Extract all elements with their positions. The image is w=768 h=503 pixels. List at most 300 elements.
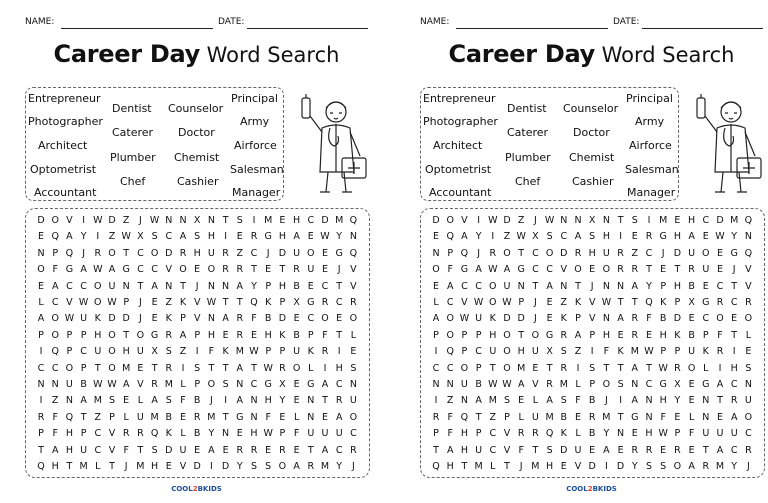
grid-letter: A <box>716 444 724 456</box>
grid-letter: H <box>602 231 610 243</box>
grid-letter: M <box>320 461 330 472</box>
grid-letter: V <box>588 313 596 325</box>
grid-letter: N <box>51 379 59 390</box>
grid-letter: A <box>80 395 87 407</box>
grid-letter: N <box>744 231 752 243</box>
grid-letter: F <box>52 411 58 423</box>
grid-letter: A <box>37 313 45 325</box>
grid-letter: P <box>674 346 681 358</box>
grid-letter: G <box>236 411 244 423</box>
grid-letter: E <box>660 444 667 456</box>
grid-letter: D <box>278 247 287 259</box>
grid-letter: N <box>37 379 45 390</box>
grid-letter: P <box>194 329 201 341</box>
grid-row <box>428 361 758 377</box>
grid-row <box>428 443 758 459</box>
grid-letter: Y <box>731 461 738 472</box>
grid-letter: N <box>179 215 187 226</box>
grid-letter: D <box>165 247 173 259</box>
grid-letter: C <box>446 362 454 374</box>
word-airforce: Airforce <box>629 139 672 152</box>
grid-letter: O <box>446 329 454 341</box>
grid-letter: M <box>531 461 540 472</box>
grid-letter: H <box>588 247 596 259</box>
grid-letter: C <box>489 428 497 440</box>
grid-letter: V <box>461 297 468 308</box>
grid-letter: N <box>432 379 440 390</box>
word-doctor: Doctor <box>178 126 215 139</box>
grid-letter: U <box>702 264 710 276</box>
grid-letter: T <box>222 411 229 423</box>
grid-letter: S <box>660 461 667 472</box>
grid-letter: U <box>65 379 73 390</box>
grid-letter: D <box>321 215 329 226</box>
grid-letter: E <box>589 444 596 456</box>
grid-letter: K <box>165 313 172 325</box>
grid-letter: U <box>307 264 315 276</box>
grid-letter: I <box>619 395 622 407</box>
grid-letter: F <box>208 346 215 358</box>
grid-letter: V <box>532 379 539 390</box>
grid-letter: E <box>37 231 44 243</box>
grid-row <box>428 344 758 360</box>
grid-letter: Q <box>51 346 59 358</box>
grid-letter: C <box>489 444 497 456</box>
grid-letter: P <box>109 411 115 423</box>
grid-letter: D <box>616 461 625 472</box>
grid-letter: R <box>350 297 357 308</box>
grid-letter: A <box>222 313 229 325</box>
grid-letter: U <box>531 411 539 423</box>
grid-letter: O <box>545 247 554 259</box>
grid-letter: H <box>489 329 497 341</box>
grid-letter: L <box>575 379 581 390</box>
grid-letter: V <box>588 297 596 308</box>
grid-letter: R <box>151 379 158 390</box>
grid-letter: T <box>137 444 144 456</box>
grid-letter: U <box>574 444 582 456</box>
grid-letter: H <box>278 231 286 243</box>
grid-letter: A <box>108 264 116 276</box>
grid-letter: W <box>473 297 484 308</box>
grid-letter: V <box>66 297 73 308</box>
grid-letter: X <box>532 231 539 243</box>
grid-letter: J <box>124 461 128 472</box>
grid-letter: W <box>93 264 103 276</box>
grid-letter: R <box>645 444 653 456</box>
grid-letter: C <box>432 362 440 374</box>
grid-letter: G <box>264 379 272 390</box>
grid-letter: A <box>546 280 553 292</box>
grid-letter: P <box>123 297 130 308</box>
grid-letter: Z <box>179 346 187 358</box>
grid-letter: E <box>194 264 201 276</box>
grid-letter: E <box>236 428 243 440</box>
word-entrepreneur: Entrepreneur <box>423 92 496 105</box>
grid-letter: M <box>659 215 668 226</box>
grid-letter: O <box>51 313 59 325</box>
grid-letter: K <box>660 297 667 308</box>
grid-letter: P <box>52 247 59 259</box>
grid-letter: G <box>631 411 639 423</box>
grid-letter: E <box>265 444 272 456</box>
grid-letter: W <box>502 297 512 308</box>
grid-letter: R <box>617 247 624 259</box>
grid-letter: H <box>446 461 454 472</box>
grid-letter: J <box>533 215 537 226</box>
grid-letter: P <box>475 428 482 440</box>
grid-letter: R <box>37 411 45 423</box>
grid-letter: V <box>165 264 173 276</box>
grid-letter: P <box>80 329 87 341</box>
grid-letter: D <box>193 461 201 472</box>
grid-letter: P <box>66 346 73 358</box>
grid-letter: O <box>94 297 102 308</box>
grid-letter: Q <box>460 411 469 423</box>
grid-letter: N <box>744 379 752 390</box>
grid-letter: P <box>433 329 439 341</box>
grid-letter: I <box>82 215 85 226</box>
grid-letter: U <box>503 280 511 292</box>
grid-letter: D <box>560 247 568 259</box>
grid-letter: T <box>222 362 229 374</box>
grid-letter: E <box>350 346 357 358</box>
grid-letter: E <box>293 444 300 456</box>
grid-letter: P <box>461 329 468 341</box>
grid-letter: Z <box>517 215 525 226</box>
grid-letter: V <box>745 280 752 292</box>
grid-letter: M <box>488 395 497 407</box>
grid-row <box>33 377 363 393</box>
grid-letter: P <box>575 313 581 325</box>
grid-letter: X <box>546 346 553 358</box>
grid-letter: D <box>716 215 724 226</box>
grid-letter: Y <box>336 461 343 472</box>
grid-letter: N <box>645 395 653 407</box>
grid-letter: T <box>631 297 638 308</box>
grid-letter: T <box>702 444 709 456</box>
grid-letter: O <box>744 313 753 325</box>
grid-letter: J <box>590 280 594 292</box>
grid-letter: D <box>503 215 511 226</box>
grid-letter: S <box>745 362 752 374</box>
grid-letter: F <box>447 428 453 440</box>
grid-letter: A <box>574 329 582 341</box>
grid-letter: R <box>631 313 639 325</box>
grid-letter: O <box>207 379 216 390</box>
grid-letter: C <box>335 444 343 456</box>
grid-letter: M <box>264 215 273 226</box>
grid-letter: O <box>503 247 511 259</box>
grid-letter: C <box>335 379 343 390</box>
grid-letter: W <box>107 297 117 308</box>
grid-letter: M <box>136 461 145 472</box>
grid-letter: D <box>588 461 596 472</box>
grid-letter: O <box>673 461 682 472</box>
grid-letter: L <box>703 362 709 374</box>
grid-letter: H <box>250 428 258 440</box>
grid-letter: U <box>307 428 315 440</box>
grid-letter: T <box>603 362 610 374</box>
grid-letter: H <box>293 215 301 226</box>
grid-letter: T <box>222 297 229 308</box>
grid-letter: U <box>702 428 710 440</box>
grid-letter: Q <box>349 215 358 226</box>
grid-letter: E <box>432 231 439 243</box>
grid-letter: Q <box>460 247 469 259</box>
grid-letter: X <box>688 297 695 308</box>
grid-letter: R <box>588 411 596 423</box>
grid-letter: Q <box>65 247 74 259</box>
date-label: DATE: <box>218 17 245 27</box>
grid-letter: K <box>560 313 567 325</box>
word-principal: Principal <box>231 92 278 105</box>
header-row <box>420 17 763 31</box>
grid-letter: L <box>688 411 695 423</box>
grid-letter: R <box>645 231 653 243</box>
grid-letter: R <box>489 247 497 259</box>
grid-letter: H <box>688 215 696 226</box>
grid-letter: V <box>108 428 116 440</box>
grid-letter: U <box>321 428 329 440</box>
grid-letter: T <box>38 444 44 456</box>
grid-letter: S <box>165 395 172 407</box>
grid-letter: U <box>108 280 116 292</box>
grid-letter: R <box>321 346 329 358</box>
grid-letter: T <box>307 444 314 456</box>
grid-letter: U <box>80 444 88 456</box>
grid-letter: W <box>502 379 512 390</box>
grid-letter: F <box>251 313 257 325</box>
grid-letter: Z <box>108 231 116 243</box>
grid-letter: V <box>137 379 144 390</box>
grid-letter: O <box>531 329 540 341</box>
grid-letter: E <box>179 411 186 423</box>
grid-letter: F <box>575 395 581 407</box>
grid-letter: I <box>647 215 651 226</box>
grid-letter: C <box>51 297 59 308</box>
grid-letter: I <box>224 231 227 243</box>
grid-letter: R <box>165 362 173 374</box>
grid-row <box>33 410 363 426</box>
grid-letter: J <box>732 264 736 276</box>
grid-letter: T <box>518 247 525 259</box>
grid-letter: H <box>65 428 73 440</box>
grid-letter: C <box>702 215 710 226</box>
grid-letter: B <box>560 411 568 423</box>
grid-letter: K <box>617 346 624 358</box>
doctor-illustration-icon <box>685 92 763 200</box>
grid-letter: H <box>193 247 201 259</box>
grid-letter: U <box>207 247 215 259</box>
grid-row <box>33 229 363 245</box>
grid-letter: T <box>532 280 539 292</box>
date-line <box>247 28 368 29</box>
grid-letter: V <box>461 215 468 226</box>
grid-letter: E <box>432 280 439 292</box>
grid-letter: K <box>560 428 567 440</box>
grid-letter: G <box>150 329 159 341</box>
grid-letter: B <box>293 329 300 341</box>
grid-letter: G <box>307 379 315 390</box>
grid-letter: A <box>631 362 639 374</box>
grid-letter: A <box>151 395 158 407</box>
grid-letter: M <box>335 215 344 226</box>
grid-letter: B <box>193 395 201 407</box>
grid-letter: J <box>746 461 750 472</box>
grid-letter: C <box>151 264 158 276</box>
grid-letter: E <box>137 362 144 374</box>
grid-letter: N <box>236 379 244 390</box>
grid-letter: E <box>702 280 709 292</box>
grid-letter: C <box>730 379 738 390</box>
grid-letter: O <box>278 461 287 472</box>
grid-letter: R <box>745 444 752 456</box>
grid-letter: M <box>517 362 526 374</box>
grid-letter: N <box>645 411 653 423</box>
grid-letter: W <box>644 346 654 358</box>
grid-letter: J <box>519 461 523 472</box>
grid-letter: O <box>51 329 59 341</box>
grid-letter: C <box>475 280 482 292</box>
grid-letter: O <box>744 411 753 423</box>
grid-letter: T <box>731 329 738 341</box>
grid-letter: E <box>279 411 286 423</box>
grid-letter: R <box>137 428 144 440</box>
grid-letter: C <box>461 280 468 292</box>
grid-letter: R <box>94 247 102 259</box>
grid-letter: P <box>518 297 525 308</box>
grid-letter: T <box>617 215 624 226</box>
grid-letter: Y <box>674 395 681 407</box>
grid-letter: D <box>221 461 230 472</box>
grid-letter: O <box>687 362 696 374</box>
grid-letter: M <box>715 461 725 472</box>
grid-letter: T <box>336 280 343 292</box>
grid-letter: O <box>602 264 611 276</box>
grid-letter: U <box>179 444 187 456</box>
grid-row <box>33 459 363 475</box>
grid-letter: T <box>717 395 723 407</box>
grid-letter: O <box>702 247 710 259</box>
grid-letter: P <box>475 362 482 374</box>
grid-letter: C <box>546 264 553 276</box>
grid-letter: L <box>123 411 129 423</box>
grid-letter: E <box>293 395 300 407</box>
grid-letter: E <box>745 346 752 358</box>
grid-letter: O <box>503 329 511 341</box>
grid-letter: C <box>730 297 738 308</box>
grid-letter: W <box>263 428 273 440</box>
word-dentist: Dentist <box>507 102 547 115</box>
grid-letter: O <box>716 313 724 325</box>
grid-letter: E <box>674 215 681 226</box>
grid-letter: T <box>617 411 624 423</box>
grid-letter: N <box>560 280 568 292</box>
grid-letter: E <box>589 264 596 276</box>
grid-letter: V <box>503 428 511 440</box>
grid-letter: H <box>65 444 73 456</box>
grid-letter: O <box>136 329 145 341</box>
grid-letter: A <box>179 329 187 341</box>
grid-letter: D <box>108 313 116 325</box>
grid-letter: E <box>265 264 272 276</box>
grid-letter: I <box>39 395 43 407</box>
grid-letter: V <box>560 264 568 276</box>
grid-letter: R <box>674 444 681 456</box>
grid-letter: I <box>181 362 185 374</box>
grid-letter: K <box>674 329 681 341</box>
grid-letter: N <box>207 313 215 325</box>
grid-letter: Z <box>122 215 130 226</box>
grid-letter: R <box>631 264 639 276</box>
grid-letter: T <box>222 215 229 226</box>
grid-letter: C <box>335 297 343 308</box>
grid-letter: P <box>461 346 468 358</box>
grid-letter: V <box>350 280 357 292</box>
grid-letter: P <box>279 346 286 358</box>
grid-letter: R <box>236 444 244 456</box>
title-bold: Career Day <box>448 40 595 68</box>
grid-letter: N <box>617 428 625 440</box>
grid-letter: R <box>560 362 568 374</box>
grid-letter: I <box>195 346 199 358</box>
grid-letter: U <box>688 247 696 259</box>
grid-letter: T <box>504 461 510 472</box>
grid-letter: H <box>730 362 738 374</box>
grid-letter: L <box>38 297 44 308</box>
grid-letter: Z <box>560 297 568 308</box>
grid-letter: D <box>278 313 287 325</box>
grid-letter: T <box>674 264 681 276</box>
grid-letter: G <box>730 247 738 259</box>
grid-letter: G <box>460 264 469 276</box>
grid-letter: H <box>673 280 681 292</box>
grid-letter: K <box>489 313 496 325</box>
grid-letter: N <box>602 313 610 325</box>
word-photographer: Photographer <box>28 115 103 128</box>
grid-row <box>428 246 758 262</box>
grid-letter: V <box>503 444 511 456</box>
grid-letter: L <box>137 395 144 407</box>
word-manager: Manager <box>627 186 676 199</box>
grid-letter: O <box>65 362 74 374</box>
word-chemist: Chemist <box>569 151 615 164</box>
grid-letter: Y <box>646 280 652 292</box>
word-chemist: Chemist <box>174 151 220 164</box>
grid-letter: C <box>94 428 102 440</box>
grid-letter: B <box>165 411 173 423</box>
grid-letter: L <box>308 362 314 374</box>
grid-letter: Q <box>37 461 45 472</box>
grid-letter: F <box>688 428 695 440</box>
grid-letter: B <box>588 428 596 440</box>
grid-letter: Z <box>489 411 497 423</box>
grid-letter: W <box>459 313 470 325</box>
grid-letter: L <box>433 297 439 308</box>
grid-letter: R <box>236 313 244 325</box>
grid-row <box>428 279 758 295</box>
grid-letter: H <box>207 329 215 341</box>
word-accountant: Accountant <box>34 186 97 199</box>
grid-letter: O <box>460 362 469 374</box>
grid-letter: E <box>702 231 709 243</box>
grid-letter: S <box>194 362 201 374</box>
grid-letter: E <box>236 231 243 243</box>
grid-letter: H <box>51 461 59 472</box>
grid-letter: I <box>732 346 736 358</box>
grid-letter: D <box>432 215 440 226</box>
